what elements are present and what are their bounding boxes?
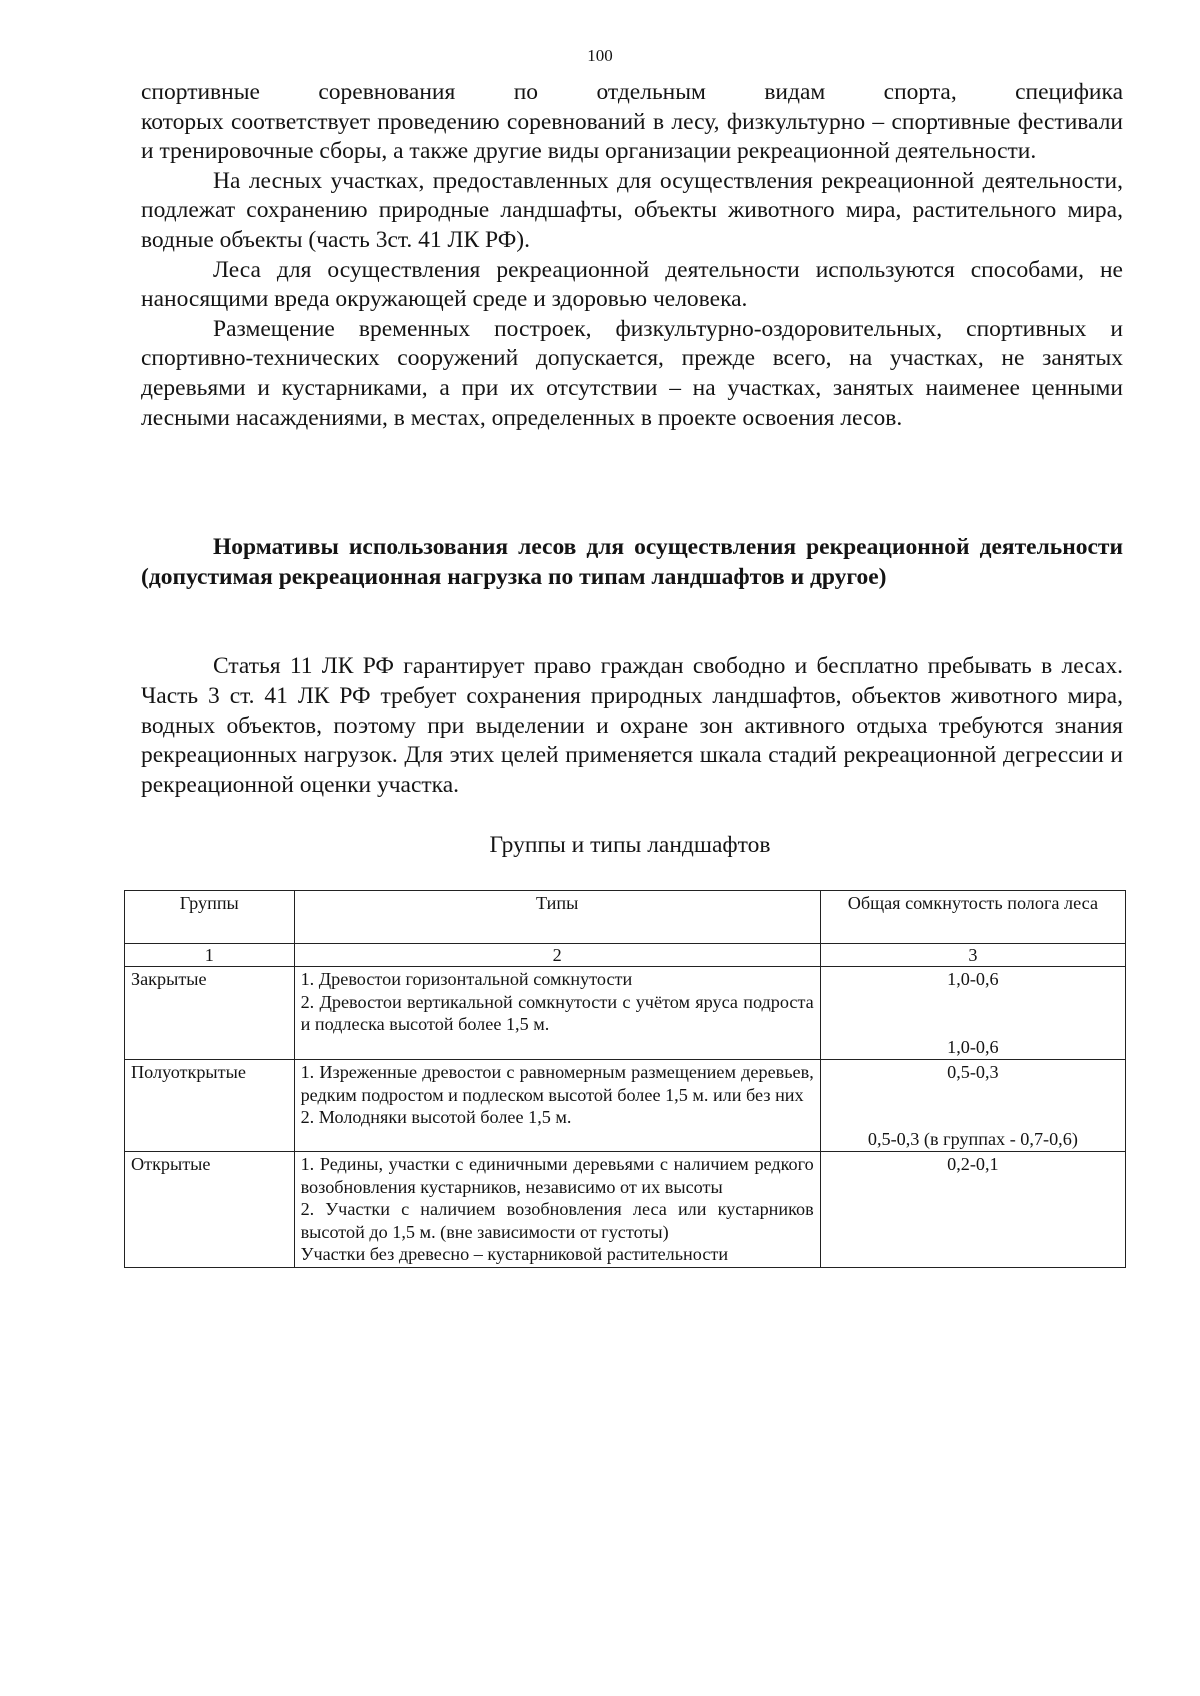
table-header-row bbox=[125, 891, 1126, 944]
body-text bbox=[141, 78, 1123, 433]
type-item: 2. Участки с наличием возобновления леса или кустарников высотой до 1,5 м. (вне зависимости от густоты) bbox=[300, 1199, 814, 1242]
table-number-row bbox=[125, 944, 1126, 967]
header-canopy: Общая сомкнутость полога леса bbox=[820, 891, 1125, 944]
group-cell: Закрытые bbox=[125, 967, 295, 1060]
section-heading: Нормативы использования лесов для осуществления рекреационной деятельности (допустимая рекреационная нагрузка по типам ландшафтов и другое) bbox=[141, 534, 1123, 590]
value-item: 0,2-0,1 bbox=[947, 1154, 999, 1174]
type-item: 1. Древостои горизонтальной сомкнутости bbox=[300, 969, 633, 989]
group-cell: Полуоткрытые bbox=[125, 1060, 295, 1152]
paragraph-4: Размещение временных построек, физкультурно-оздоровительных, спортивных и спортивно-технических сооружений допускается, прежде всего, на участках, не занятых деревьями и кустарниками, а при их отсутствии – на участках, занятых наименее ценными лесными насаждениями, в местах, определенных в проекте освоения лесов. bbox=[141, 315, 1123, 431]
column-number: 3 bbox=[820, 944, 1125, 967]
paragraph-2: На лесных участках, предоставленных для осуществления рекреационной деятельности, подлежат сохранению природные ландшафты, объекты животного мира, растительного мира, водные объекты (часть 3ст. 41 ЛК РФ). bbox=[141, 167, 1123, 253]
group-cell: Открытые bbox=[125, 1152, 295, 1268]
type-item: 1. Изреженные древостои с равномерным размещением деревьев, редким подростом и подлеском высотой более 1,5 м. или без них bbox=[300, 1062, 814, 1105]
type-item: 2. Древостои вертикальной сомкнутости с учётом яруса подроста и подлеска высотой более 1,5 м. bbox=[300, 991, 814, 1034]
section-body bbox=[141, 652, 1123, 801]
table-row bbox=[125, 1152, 1126, 1268]
type-item: 2. Молодняки высотой более 1,5 м. bbox=[300, 1107, 572, 1127]
column-number: 2 bbox=[294, 944, 820, 967]
value-item: 0,5-0,3 bbox=[947, 1062, 999, 1082]
value-cell bbox=[820, 1060, 1125, 1152]
table-caption: Группы и типы ландшафтов bbox=[489, 832, 771, 858]
header-groups: Группы bbox=[125, 891, 295, 944]
value-item: 1,0-0,6 bbox=[947, 969, 999, 989]
types-cell bbox=[294, 1060, 820, 1152]
paragraph-1-rest: которых соответствует проведению соревнований в лесу, физкультурно – спортивные фестивали и тренировочные сборы, а также другие виды организации рекреационной деятельности. bbox=[141, 108, 1123, 165]
paragraph-1-first-line: спортивные соревнования по отдельным видам спорта, специфика bbox=[141, 79, 1123, 105]
paragraph-3: Леса для осуществления рекреационной деятельности используются способами, не наносящими вреда окружающей среде и здоровью человека. bbox=[141, 256, 1123, 313]
landscape-table bbox=[124, 890, 1126, 1268]
page-number: 100 bbox=[587, 46, 613, 65]
type-item: Участки без древесно – кустарниковой растительности bbox=[300, 1244, 729, 1264]
value-cell bbox=[820, 967, 1125, 1060]
types-cell bbox=[294, 1152, 820, 1268]
column-number: 1 bbox=[125, 944, 295, 967]
header-types: Типы bbox=[294, 891, 820, 944]
type-item: 1. Редины, участки с единичными деревьями с наличием редкого возобновления кустарников, независимо от их высоты bbox=[300, 1154, 814, 1197]
types-cell bbox=[294, 967, 820, 1060]
value-item: 1,0-0,6 bbox=[947, 1036, 999, 1057]
value-item: 0,5-0,3 (в группах - 0,7-0,6) bbox=[867, 1128, 1078, 1149]
section-paragraph: Статья 11 ЛК РФ гарантирует право граждан свободно и бесплатно пребывать в лесах. Часть 3 ст. 41 ЛК РФ требует сохранения природных ландшафтов, объектов животного мира, водных объектов, поэтому при выделении и охране зон активного отдыха требуются знания рекреационных нагрузок. Для этих целей применяется шкала стадий рекреационной дегрессии и рекреационной оценки участка. bbox=[141, 653, 1123, 799]
value-cell bbox=[820, 1152, 1125, 1268]
table-row bbox=[125, 1060, 1126, 1152]
table-row bbox=[125, 967, 1126, 1060]
